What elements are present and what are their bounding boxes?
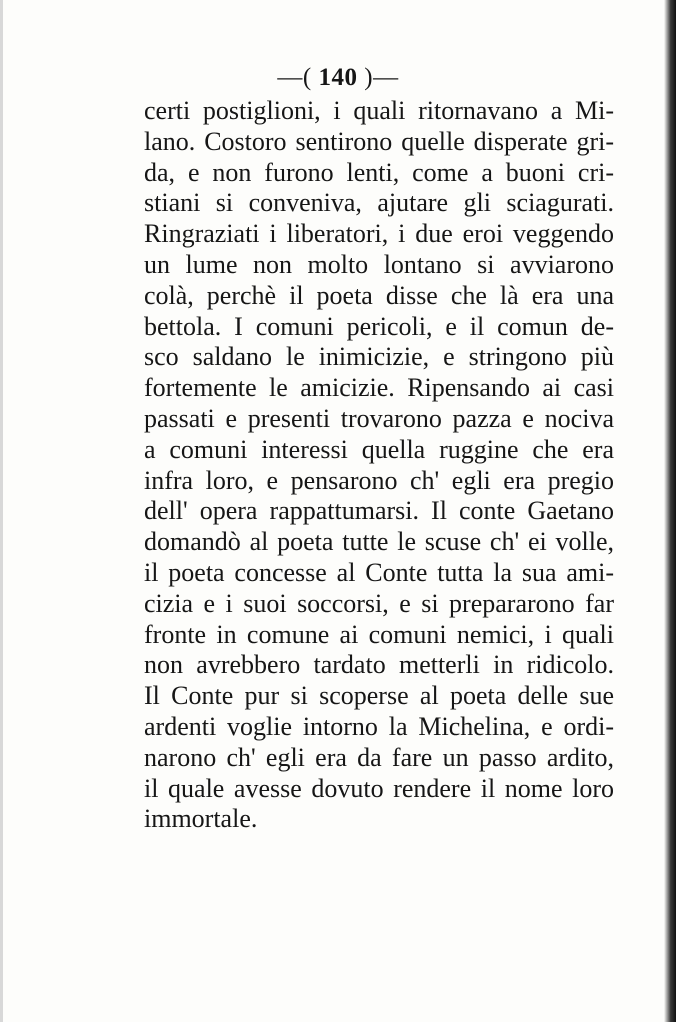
body-text — [144, 96, 614, 835]
text-line: ardenti voglie intorno la Michelina, e ordi- — [144, 711, 614, 741]
text-line: sco saldano le inimicizie, e stringono più — [144, 342, 614, 372]
text-line: il quale avesse dovuto rendere il nome loro — [144, 773, 614, 803]
text-line: domandò al poeta tutte le scuse ch' ei volle, — [144, 527, 614, 557]
text-line: Il Conte pur si scoperse al poeta delle sue — [144, 681, 614, 711]
text-line: colà, perchè il poeta disse che là era una — [144, 280, 614, 310]
page-number-suffix: )— — [357, 64, 399, 91]
text-line: stiani si conveniva, ajutare gli sciagurati. — [144, 188, 614, 218]
scan-edge-right — [664, 0, 676, 1022]
page-number-prefix: —( — [277, 64, 319, 91]
text-line: lano. Costoro sentirono quelle disperate gri- — [144, 126, 614, 156]
text-line: da, e non furono lenti, come a buoni cri- — [144, 157, 614, 187]
text-line: cizia e i suoi soccorsi, e si prepararono far — [144, 588, 614, 618]
page-number-value: 140 — [318, 64, 358, 91]
scan-edge-left — [0, 0, 3, 1022]
text-line: a comuni interessi quella ruggine che era — [144, 434, 614, 464]
text-line: il poeta concesse al Conte tutta la sua ami- — [144, 557, 614, 587]
text-line: immortale. — [144, 804, 258, 834]
text-line: Ringraziati i liberatori, i due eroi veggendo — [144, 219, 614, 249]
text-line: dell' opera rappattumarsi. Il conte Gaetano — [144, 496, 614, 526]
text-line: fortemente le amicizie. Ripensando ai casi — [144, 373, 614, 403]
text-line: non avrebbero tardato metterli in ridicolo. — [144, 650, 614, 680]
text-line: un lume non molto lontano si avviarono — [144, 249, 614, 279]
text-line: infra loro, e pensarono ch' egli era pregio — [144, 465, 614, 495]
text-line: passati e presenti trovarono pazza e nociva — [144, 403, 614, 433]
page-number — [0, 64, 676, 92]
text-line: narono ch' egli era da fare un passo ardito, — [144, 742, 614, 772]
text-line: bettola. I comuni pericoli, e il comun de- — [144, 311, 614, 341]
text-line: certi postiglioni, i quali ritornavano a Mi- — [144, 96, 614, 125]
text-line: fronte in comune ai comuni nemici, i quali — [144, 619, 614, 649]
